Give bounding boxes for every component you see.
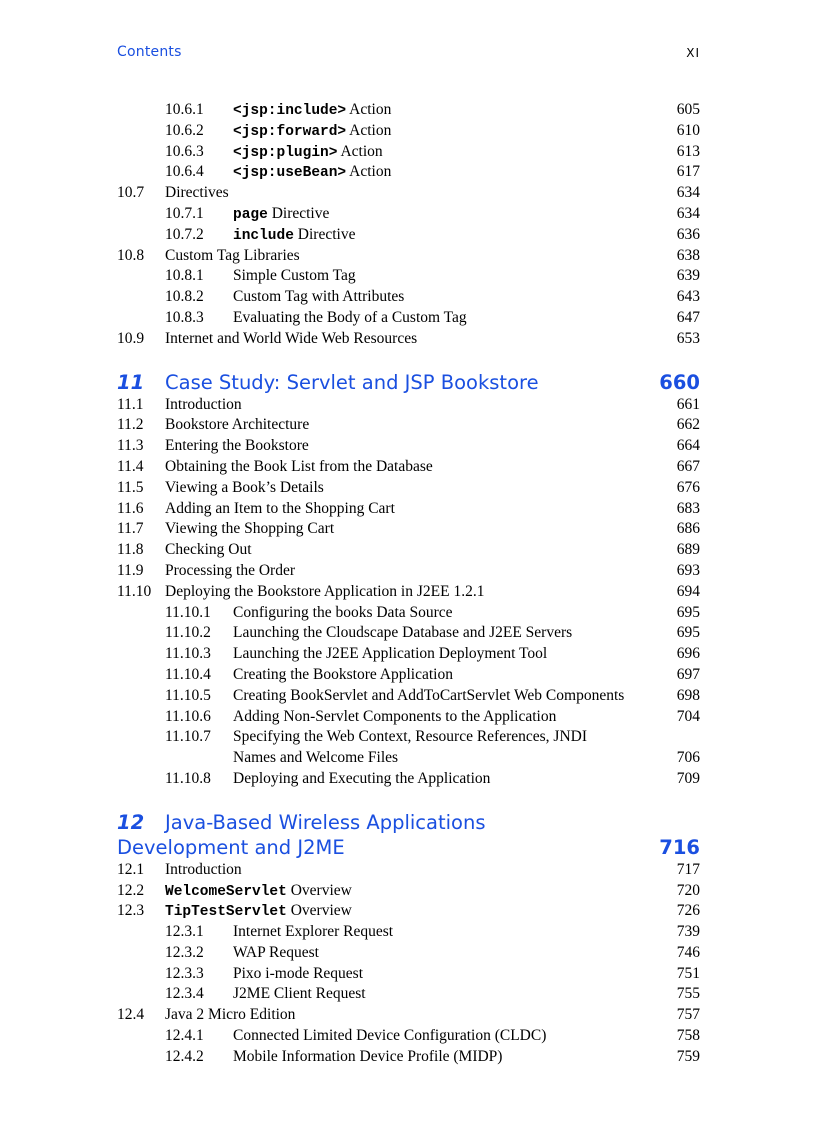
entry-title (233, 707, 556, 728)
entry-page: 653 (676, 329, 700, 347)
entry-page: 643 (676, 288, 700, 306)
toc-entry (117, 225, 700, 246)
entry-number: 11.6 (117, 499, 144, 517)
entry-number: 11.7 (117, 520, 144, 538)
entry-title (233, 943, 319, 964)
entry-title (233, 100, 391, 122)
entry-page: 647 (676, 308, 700, 326)
entry-text: Creating the Bookstore Application (233, 665, 453, 683)
entry-text: Mobile Information Device Profile (MIDP) (233, 1047, 503, 1065)
entry-number: 10.6.4 (165, 163, 204, 181)
entry-page: 696 (676, 645, 700, 663)
page-number: XI (686, 46, 700, 60)
entry-title (233, 266, 356, 287)
entry-title (165, 901, 352, 923)
entry-title (233, 748, 398, 769)
entry-text: Deploying and Executing the Application (233, 769, 491, 787)
entry-page: 695 (676, 603, 700, 621)
toc-entry (117, 121, 700, 142)
entry-text: Deploying the Bookstore Application in J2EE 1.2.1 (165, 582, 485, 600)
entry-text: Directive (293, 225, 356, 243)
entry-page: 664 (676, 437, 700, 455)
toc-entry (117, 943, 700, 964)
entry-text: Action (337, 142, 383, 160)
entry-code: <jsp:include> (233, 103, 347, 119)
toc-entry (117, 984, 700, 1005)
entry-number: 10.8 (117, 246, 145, 264)
toc-entry (117, 183, 700, 204)
toc-entry (117, 519, 700, 540)
entry-page: 613 (676, 142, 700, 160)
entry-title (233, 287, 404, 308)
entry-text: Simple Custom Tag (233, 267, 356, 285)
entry-number: 10.8.3 (165, 308, 204, 326)
toc-entry (117, 478, 700, 499)
entry-number: 10.7.2 (165, 225, 204, 243)
toc-entry (117, 540, 700, 561)
entry-page: 759 (676, 1047, 700, 1065)
entry-title (233, 727, 587, 748)
entry-text: Overview (286, 902, 352, 920)
entry-number: 12.1 (117, 860, 145, 878)
entry-text: Directive (267, 204, 330, 222)
entry-text: Processing the Order (165, 561, 295, 579)
toc-entry (117, 922, 700, 943)
entry-number: 12.3 (117, 902, 145, 920)
entry-page: 638 (676, 246, 700, 264)
toc-entry (117, 901, 700, 922)
entry-text: Creating BookServlet and AddToCartServlet Web Components (233, 686, 625, 704)
toc-entry (117, 329, 700, 350)
entry-page: 739 (676, 923, 700, 941)
toc-entry (117, 308, 700, 329)
entry-code: WelcomeServlet (165, 883, 287, 900)
entry-page: 757 (676, 1006, 700, 1024)
toc-entry (117, 457, 700, 478)
entry-page: 667 (676, 457, 700, 475)
toc-entry (117, 964, 700, 985)
entry-title (165, 436, 309, 457)
toc-entry (117, 623, 700, 644)
toc-entry (117, 644, 700, 665)
toc-entry (117, 582, 700, 603)
entry-title (165, 519, 334, 540)
entry-text: Pixo i-mode Request (233, 964, 364, 982)
entry-page: 726 (676, 902, 700, 920)
entry-text: Action (346, 101, 392, 118)
entry-number: 11.10.1 (165, 603, 211, 621)
entry-text: Java 2 Micro Edition (165, 1006, 296, 1024)
entry-title (233, 984, 366, 1005)
toc-entry (117, 686, 700, 707)
entry-title (233, 769, 490, 790)
entry-number: 11.2 (117, 416, 144, 434)
toc-entry (117, 727, 700, 748)
entry-text: Introduction (165, 395, 242, 413)
entry-number: 10.8.2 (165, 288, 204, 306)
entry-text: Action (346, 163, 392, 181)
entry-page: 661 (676, 395, 700, 413)
entry-page: 746 (676, 943, 700, 961)
entry-text: Names and Welcome Files (233, 749, 399, 767)
entry-text: J2ME Client Request (233, 985, 366, 1003)
entry-number: 11.5 (117, 478, 144, 496)
entry-number: 12.3.1 (165, 923, 204, 941)
chapter-page: 660 (659, 370, 700, 394)
entry-page: 636 (676, 225, 700, 243)
entry-title (165, 329, 417, 350)
entry-text: Viewing a Book’s Details (165, 478, 324, 496)
entry-code: <jsp:useBean> (233, 165, 347, 182)
chapter-title: Case Study: Servlet and JSP Bookstore (165, 370, 539, 394)
entry-page: 706 (676, 749, 700, 767)
entry-number: 11.10.2 (165, 624, 211, 642)
entry-page: 634 (676, 204, 700, 222)
entry-text: Custom Tag with Attributes (233, 288, 405, 306)
entry-number: 12.2 (117, 881, 145, 899)
chapter-number: 11 (117, 370, 145, 394)
entry-text: Checking Out (165, 541, 252, 559)
entry-page: 662 (676, 416, 700, 434)
entry-number: 10.9 (117, 329, 145, 347)
toc-entry (117, 1047, 700, 1068)
running-head-title: Contents (117, 44, 182, 60)
entry-page: 634 (676, 184, 700, 202)
entry-title (233, 204, 329, 226)
entry-text: Bookstore Architecture (165, 416, 310, 434)
entry-title (233, 162, 391, 184)
entry-text: Configuring the books Data Source (233, 603, 453, 621)
entry-title (165, 1005, 295, 1026)
entry-title (165, 881, 352, 903)
entry-number: 11.10.5 (165, 686, 211, 704)
entry-title (233, 603, 453, 624)
toc-entry (117, 415, 700, 436)
entry-text: Entering the Bookstore (165, 437, 309, 455)
entry-code: <jsp:plugin> (233, 144, 338, 161)
toc-entry (117, 142, 700, 163)
entry-code: include (233, 227, 294, 244)
entry-page: 683 (676, 499, 700, 517)
entry-number: 10.7.1 (165, 204, 204, 222)
toc-entry (117, 287, 700, 308)
entry-number: 11.4 (117, 457, 144, 475)
entry-number: 11.1 (117, 395, 144, 413)
entry-title (165, 395, 242, 416)
entry-title (233, 225, 355, 247)
toc-entry (117, 100, 700, 121)
entry-number: 11.10.4 (165, 665, 211, 683)
entry-number: 11.8 (117, 541, 144, 559)
chapter-page: 716 (659, 835, 700, 859)
entry-code: page (233, 206, 268, 223)
entry-number: 10.6.2 (165, 121, 204, 139)
entry-title (233, 686, 624, 707)
entry-page: 695 (676, 624, 700, 642)
toc-entry (117, 748, 700, 769)
entry-page: 676 (676, 478, 700, 496)
entry-page: 686 (676, 520, 700, 538)
entry-code: <jsp:forward> (233, 123, 347, 140)
entry-text: Adding an Item to the Shopping Cart (165, 499, 395, 517)
entry-title (165, 183, 229, 204)
entry-text: Introduction (165, 860, 242, 878)
entry-page: 704 (676, 707, 700, 725)
chapter-12-entries (117, 860, 700, 1068)
entry-number: 12.4.1 (165, 1027, 204, 1045)
chapter-12-heading-line2 (117, 835, 700, 860)
entry-page: 755 (676, 985, 700, 1003)
toc-entry (117, 436, 700, 457)
running-head (117, 44, 700, 64)
entry-text: Specifying the Web Context, Resource References, JNDI (233, 728, 588, 746)
chapter-number: 12 (117, 810, 145, 834)
entry-title (165, 415, 309, 436)
entry-text: Overview (286, 881, 352, 899)
chapter-11-entries (117, 395, 700, 790)
entry-number: 12.3.3 (165, 964, 204, 982)
entry-page: 605 (676, 101, 700, 118)
entry-title (233, 1047, 502, 1068)
toc-entry (117, 707, 700, 728)
entry-title (233, 644, 547, 665)
entry-title (165, 540, 252, 561)
entry-page: 698 (676, 686, 700, 704)
entry-page: 717 (676, 860, 700, 878)
entry-number: 12.3.4 (165, 985, 204, 1003)
entry-title (165, 499, 395, 520)
entry-title (233, 665, 453, 686)
chapter-10-entries (117, 100, 700, 350)
entry-text: Launching the Cloudscape Database and J2EE Servers (233, 624, 573, 642)
toc-entry (117, 881, 700, 902)
entry-title (165, 561, 295, 582)
toc-entry (117, 561, 700, 582)
entry-number: 11.10 (117, 582, 152, 600)
toc-entry (117, 162, 700, 183)
toc-entry (117, 860, 700, 881)
chapter-11-heading (117, 370, 700, 395)
entry-text: WAP Request (233, 943, 319, 961)
chapter-title: Java-Based Wireless Applications (165, 810, 486, 834)
toc-entry (117, 395, 700, 416)
entry-number: 10.8.1 (165, 267, 204, 285)
entry-title (233, 142, 383, 164)
toc-entry (117, 603, 700, 624)
entry-number: 11.10.6 (165, 707, 211, 725)
entry-title (233, 1026, 546, 1047)
entry-number: 11.10.7 (165, 728, 211, 746)
entry-title (233, 121, 391, 143)
entry-page: 758 (676, 1027, 700, 1045)
entry-number: 12.3.2 (165, 943, 204, 961)
entry-number: 10.7 (117, 184, 145, 202)
table-of-contents (117, 100, 700, 1068)
toc-entry (117, 266, 700, 287)
entry-number: 11.10.3 (165, 645, 211, 663)
entry-title (165, 246, 300, 267)
entry-page: 720 (676, 881, 700, 899)
entry-number: 11.9 (117, 561, 144, 579)
entry-text: Internet and World Wide Web Resources (165, 329, 418, 347)
entry-page: 751 (676, 964, 700, 982)
entry-text: Launching the J2EE Application Deployment Tool (233, 645, 548, 663)
entry-title (165, 457, 433, 478)
toc-entry (117, 204, 700, 225)
entry-page: 610 (676, 121, 700, 139)
entry-number: 11.3 (117, 437, 144, 455)
entry-page: 693 (676, 561, 700, 579)
entry-number: 12.4.2 (165, 1047, 204, 1065)
chapter-12-heading (117, 810, 700, 835)
entry-number: 10.6.1 (165, 101, 204, 118)
entry-text: Internet Explorer Request (233, 923, 394, 941)
entry-page: 689 (676, 541, 700, 559)
entry-text: Action (346, 121, 392, 139)
toc-entry (117, 499, 700, 520)
entry-text: Evaluating the Body of a Custom Tag (233, 308, 467, 326)
entry-page: 639 (676, 267, 700, 285)
toc-entry (117, 769, 700, 790)
entry-number: 12.4 (117, 1006, 145, 1024)
toc-entry (117, 246, 700, 267)
entry-page: 617 (676, 163, 700, 181)
entry-text: Adding Non-Servlet Components to the Application (233, 707, 557, 725)
entry-text: Obtaining the Book List from the Database (165, 457, 433, 475)
entry-title (165, 478, 324, 499)
entry-number: 10.6.3 (165, 142, 204, 160)
entry-title (165, 582, 484, 603)
entry-page: 709 (676, 769, 700, 787)
entry-text: Connected Limited Device Configuration (CLDC) (233, 1027, 547, 1045)
toc-entry (117, 1005, 700, 1026)
entry-page: 694 (676, 582, 700, 600)
entry-text: Custom Tag Libraries (165, 246, 300, 264)
entry-text: Directives (165, 184, 229, 202)
entry-title (233, 308, 467, 329)
entry-title (233, 922, 393, 943)
chapter-title-continued: Development and J2ME (117, 835, 345, 859)
entry-number: 11.10.8 (165, 769, 211, 787)
entry-code: TipTestServlet (165, 904, 287, 921)
entry-title (233, 623, 572, 644)
toc-entry (117, 1026, 700, 1047)
entry-title (233, 964, 363, 985)
entry-page: 697 (676, 665, 700, 683)
entry-text: Viewing the Shopping Cart (165, 520, 335, 538)
entry-title (165, 860, 242, 881)
toc-entry (117, 665, 700, 686)
